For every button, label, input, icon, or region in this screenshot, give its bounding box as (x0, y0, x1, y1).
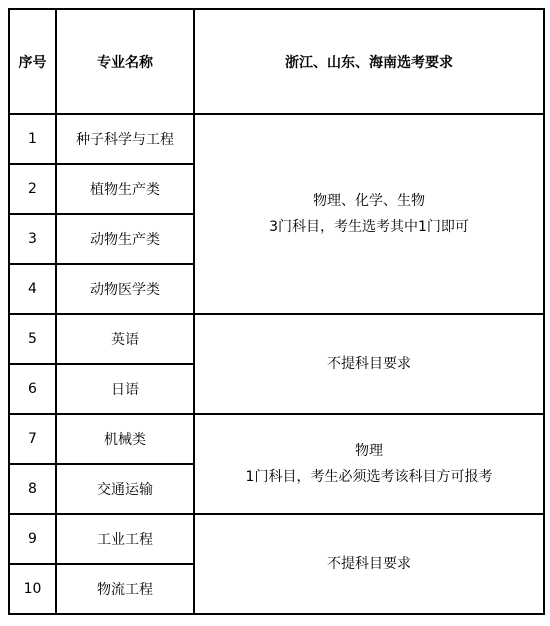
table-row (9, 414, 544, 464)
row-no: 5 (9, 314, 56, 364)
row-major: 物流工程 (56, 564, 194, 614)
row-major: 植物生产类 (56, 164, 194, 214)
requirement-subjects: 物理、化学、生物 (313, 193, 425, 209)
row-no: 6 (9, 364, 56, 414)
row-major: 日语 (56, 364, 194, 414)
row-no: 8 (9, 464, 56, 514)
row-major: 动物医学类 (56, 264, 194, 314)
subject-requirements-table (8, 8, 545, 615)
row-major: 动物生产类 (56, 214, 194, 264)
row-major: 种子科学与工程 (56, 114, 194, 164)
requirement-subjects: 不提科目要求 (327, 556, 411, 572)
requirement-subjects: 物理 (355, 443, 383, 459)
row-no: 1 (9, 114, 56, 164)
row-major: 交通运输 (56, 464, 194, 514)
table-row (9, 114, 544, 164)
row-no: 9 (9, 514, 56, 564)
requirement-cell (194, 314, 544, 414)
row-no: 7 (9, 414, 56, 464)
row-major: 工业工程 (56, 514, 194, 564)
row-major: 英语 (56, 314, 194, 364)
requirement-subjects: 不提科目要求 (327, 356, 411, 372)
row-no: 3 (9, 214, 56, 264)
requirement-cell (194, 114, 544, 314)
requirement-cell (194, 514, 544, 614)
requirement-note: 3门科目，考生选考其中1门即可 (269, 219, 469, 235)
row-no: 4 (9, 264, 56, 314)
header-no: 序号 (9, 9, 56, 114)
table-row (9, 514, 544, 564)
requirement-cell (194, 414, 544, 514)
row-major: 机械类 (56, 414, 194, 464)
table-row (9, 314, 544, 364)
header-row (9, 9, 544, 114)
header-requirement: 浙江、山东、海南选考要求 (194, 9, 544, 114)
requirement-note: 1门科目，考生必须选考该科目方可报考 (245, 469, 493, 485)
row-no: 10 (9, 564, 56, 614)
row-no: 2 (9, 164, 56, 214)
header-major: 专业名称 (56, 9, 194, 114)
